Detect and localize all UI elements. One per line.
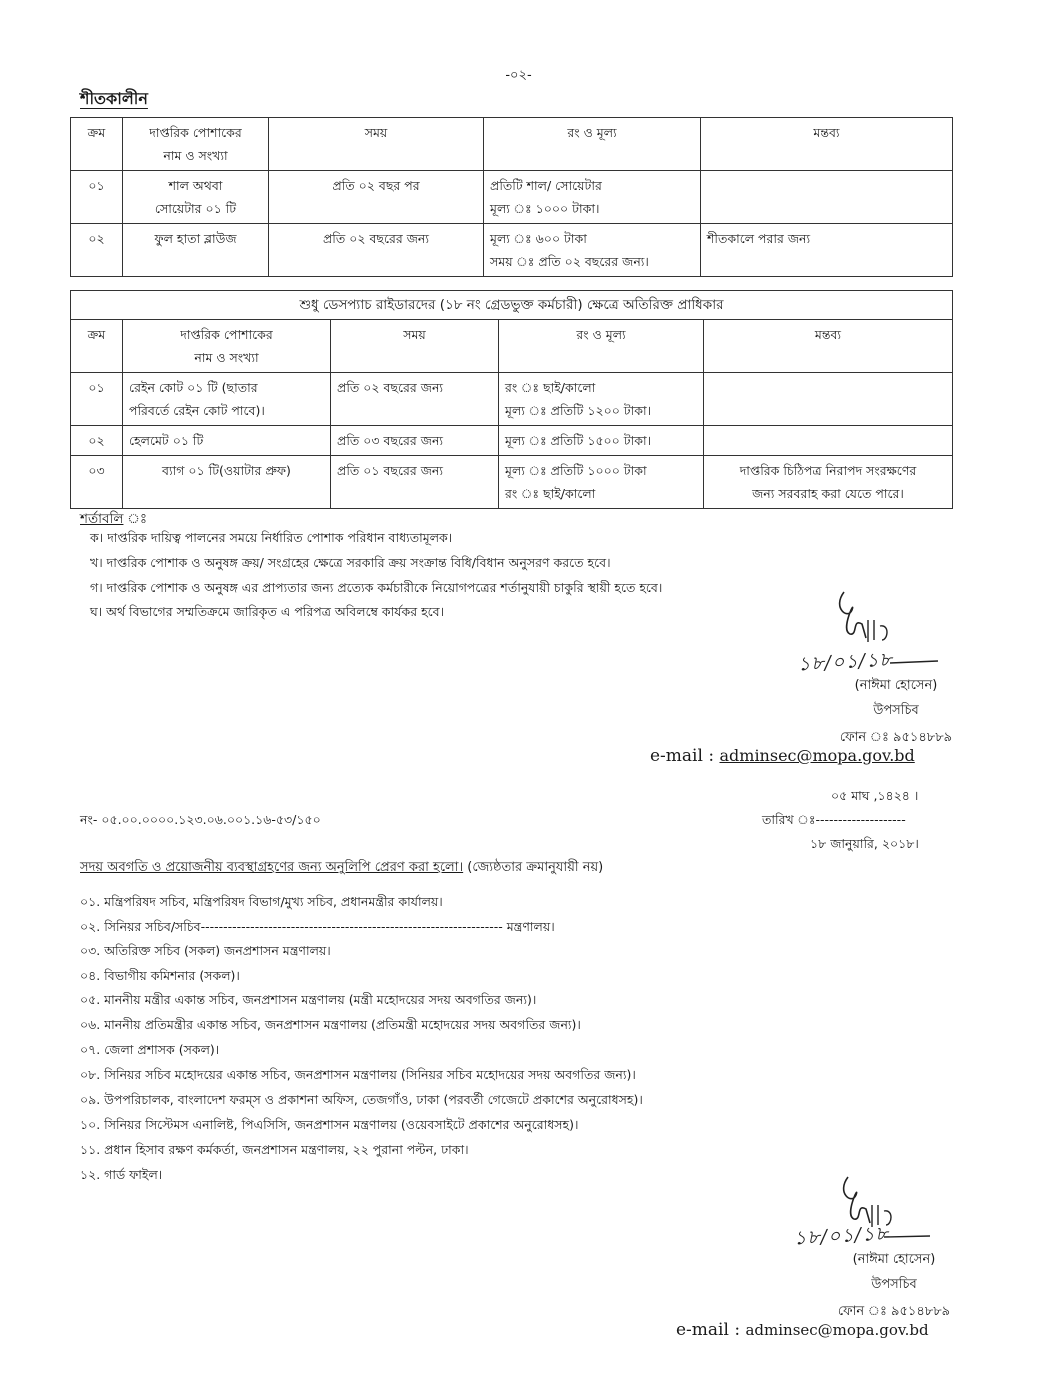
cell-item: শাল অথবা সোয়েটার ০১ টি <box>123 171 269 224</box>
header-item: দাপ্তরিক পোশাকের নাম ও সংখ্যা <box>123 320 331 373</box>
header-serial: ক্রম <box>71 320 123 373</box>
cell-period: প্রতি ০২ বছরের জন্য <box>331 373 499 426</box>
signatory-designation: উপসচিব <box>871 1277 917 1292</box>
header-price: রং ও মূল্য <box>484 118 701 171</box>
cell-item: রেইন কোট ০১ টি (ছাতার পরিবর্তে রেইন কোট পাবে)। <box>123 373 331 426</box>
table-row <box>71 456 953 509</box>
header-period: সময় <box>331 320 499 373</box>
distribution-item: ০৩. অতিরিক্ত সচিব (সকল) জনপ্রশাসন মন্ত্রণালয়। <box>80 943 331 958</box>
distribution-item: ০৬. মাননীয় প্রতিমন্ত্রীর একান্ত সচিব, জনপ্রশাসন মন্ত্রণালয় (প্রতিমন্ত্রী মহোদয়ের সদয় অবগতির জন্য)। <box>80 1017 581 1032</box>
header-remark: মন্তব্য <box>701 118 953 171</box>
signatory-phone: ফোন ঃ ৯৫১৪৮৮৯ <box>837 1304 951 1319</box>
header-period: সময় <box>269 118 484 171</box>
email-link[interactable]: adminsec@mopa.gov.bd <box>719 746 915 765</box>
signatory-name: (নাঈমা হোসেন) <box>852 1252 936 1267</box>
email-line: e-mail : adminsec@mopa.gov.bd <box>676 1320 929 1340</box>
cell-item: হেলমেট ০১ টি <box>123 426 331 456</box>
signature-stroke <box>884 1229 934 1243</box>
cell-price: প্রতিটি শাল/ সোয়েটার মূল্য ঃ ১০০০ টাকা। <box>484 171 701 224</box>
winter-section-title: শীতকালীন <box>80 89 148 108</box>
table-row <box>71 373 953 426</box>
distribution-item: ০৭. জেলা প্রশাসক (সকল)। <box>80 1042 220 1057</box>
cell-price: মূল্য ঃ ৬০০ টাকা সময় ঃ প্রতি ০২ বছরের জন্য। <box>484 224 701 277</box>
page-number: -০২- <box>505 68 532 83</box>
cell-remark <box>701 171 953 224</box>
distribution-item: ০৯. উপপরিচালক, বাংলাদেশ ফরম্‌স ও প্রকাশনা অফিস, তেজগাঁও, ঢাকা (পরবর্তী গেজেটে প্রকাশের অনুরোধসহ)। <box>80 1092 643 1107</box>
cell-period: প্রতি ০৩ বছরের জন্য <box>331 426 499 456</box>
distribution-item: ০২. সিনিয়র সচিব/সচিব------------------------------------------------------------------- মন্ত্রণালয়। <box>80 919 555 934</box>
cell-period: প্রতি ০১ বছরের জন্য <box>331 456 499 509</box>
header-item: দাপ্তরিক পোশাকের নাম ও সংখ্যা <box>123 118 269 171</box>
header-serial: ক্রম <box>71 118 123 171</box>
condition-item: খ। দাপ্তরিক পোশাক ও অনুষঙ্গ ক্রয়/ সংগ্রহের ক্ষেত্রে সরকারি ক্রয় সংক্রান্ত বিধি/বিধান অনুসরণ করতে হবে। <box>90 555 611 570</box>
cell-remark: শীতকালে পরার জন্য <box>701 224 953 277</box>
signature-block <box>786 676 1006 749</box>
memo-number: নং- ০৫.০০.০০০০.১২৩.০৬.০০১.১৬-৫৩/১৫০ <box>80 812 321 827</box>
cell-item: ফুল হাতা ব্লাউজ <box>123 224 269 277</box>
cell-serial: ০১ <box>71 373 123 426</box>
cell-remark: দাপ্তরিক চিঠিপত্র নিরাপদ সংরক্ষণের জন্য সরবরাহ করা যেতে পারে। <box>704 456 953 509</box>
distribution-item: ০৫. মাননীয় মন্ত্রীর একান্ত সচিব, জনপ্রশাসন মন্ত্রণালয় (মন্ত্রী মহোদয়ের সদয় অবগতির জন্য)। <box>80 992 537 1007</box>
signatory-designation: উপসচিব <box>873 703 919 718</box>
cell-remark <box>704 426 953 456</box>
table-row <box>71 426 953 456</box>
date-bengali: ০৫ মাঘ ,১৪২৪ । <box>831 788 919 803</box>
cell-period: প্রতি ০২ বছরের জন্য <box>269 224 484 277</box>
table-title-row <box>71 291 953 320</box>
signature-handwritten-date: ১৮/০১/১৮ <box>797 648 894 676</box>
table-row <box>71 171 953 224</box>
signature-image <box>800 590 910 650</box>
cell-item: ব্যাগ ০১ টি(ওয়াটার প্রুফ) <box>123 456 331 509</box>
condition-item: গ। দাপ্তরিক পোশাক ও অনুষঙ্গ এর প্রাপ্যতার জন্য প্রত্যেক কর্মচারীকে নিয়োগপত্রের শর্তানুযায়ী চাকুরি স্থায়ী হতে হবে। <box>90 580 663 595</box>
table-row <box>71 224 953 277</box>
table-header-row <box>71 320 953 373</box>
cell-serial: ০২ <box>71 224 123 277</box>
condition-item: ঘ। অর্থ বিভাগের সম্মতিক্রমে জারিকৃত এ পরিপত্র অবিলম্বে কার্যকর হবে। <box>90 604 445 619</box>
distribution-intro: সদয় অবগতি ও প্রয়োজনীয় ব্যবস্থাগ্রহণের জন্য অনুলিপি প্রেরণ করা হলো। (জ্যেষ্ঠতার ক্রমানুযায়ী নয়) <box>80 860 604 875</box>
header-remark: মন্তব্য <box>704 320 953 373</box>
cell-price: রং ঃ ছাই/কালো মূল্য ঃ প্রতিটি ১২০০ টাকা। <box>499 373 704 426</box>
header-price: রং ও মূল্য <box>499 320 704 373</box>
date-english: ১৮ জানুয়ারি, ২০১৮। <box>810 836 919 851</box>
signatory-name: (নাঈমা হোসেন) <box>854 678 938 693</box>
cell-price: মূল্য ঃ প্রতিটি ১৫০০ টাকা। <box>499 426 704 456</box>
dispatch-table-title: শুধু ডেসপ্যাচ রাইডারদের (১৮ নং গ্রেডভুক্ত কর্মচারী) ক্ষেত্রে অতিরিক্ত প্রাধিকার <box>71 291 953 320</box>
distribution-item: ১০. সিনিয়র সিস্টেমস এনালিষ্ট, পিএসিসি, জনপ্রশাসন মন্ত্রণালয় (ওয়েবসাইটে প্রকাশের অনুরোধসহ)। <box>80 1117 579 1132</box>
distribution-item: ১১. প্রধান হিসাব রক্ষণ কর্মকর্তা, জনপ্রশাসন মন্ত্রণালয়, ২২ পুরানা পল্টন, ঢাকা। <box>80 1142 469 1157</box>
cell-serial: ০২ <box>71 426 123 456</box>
email-line: e-mail : adminsec@mopa.gov.bd <box>650 746 915 766</box>
email-link[interactable]: adminsec@mopa.gov.bd <box>745 1321 929 1339</box>
distribution-item: ০৮. সিনিয়র সচিব মহোদয়ের একান্ত সচিব, জনপ্রশাসন মন্ত্রণালয় (সিনিয়র সচিব মহোদয়ের সদয় অবগতির জন্য)। <box>80 1067 636 1082</box>
cell-remark <box>704 373 953 426</box>
cell-serial: ০১ <box>71 171 123 224</box>
signature-handwritten-date: ১৮/০১/১৮ <box>793 1222 890 1250</box>
distribution-item: ০৪. বিভাগীয় কমিশনার (সকল)। <box>80 968 240 983</box>
date-label: তারিখ ঃ-------------------- <box>762 812 906 827</box>
signatory-phone: ফোন ঃ ৯৫১৪৮৮৯ <box>839 730 953 745</box>
condition-item: ক। দাপ্তরিক দায়িত্ব পালনের সময়ে নির্ধারিত পোশাক পরিধান বাধ্যতামূলক। <box>90 530 453 545</box>
table-header-row <box>71 118 953 171</box>
cell-period: প্রতি ০২ বছর পর <box>269 171 484 224</box>
cell-serial: ০৩ <box>71 456 123 509</box>
dispatch-rider-table <box>70 290 953 509</box>
winter-uniform-table <box>70 117 953 277</box>
cell-price: মূল্য ঃ প্রতিটি ১০০০ টাকা রং ঃ ছাই/কালো <box>499 456 704 509</box>
signature-stroke <box>890 655 940 669</box>
conditions-title: শর্তাবলি ঃ <box>80 511 148 527</box>
distribution-item: ১২. গার্ড ফাইল। <box>80 1167 163 1182</box>
signature-block <box>784 1250 1004 1323</box>
distribution-item: ০১. মন্ত্রিপরিষদ সচিব, মন্ত্রিপরিষদ বিভাগ/মুখ্য সচিব, প্রধানমন্ত্রীর কার্যালয়। <box>80 894 443 909</box>
